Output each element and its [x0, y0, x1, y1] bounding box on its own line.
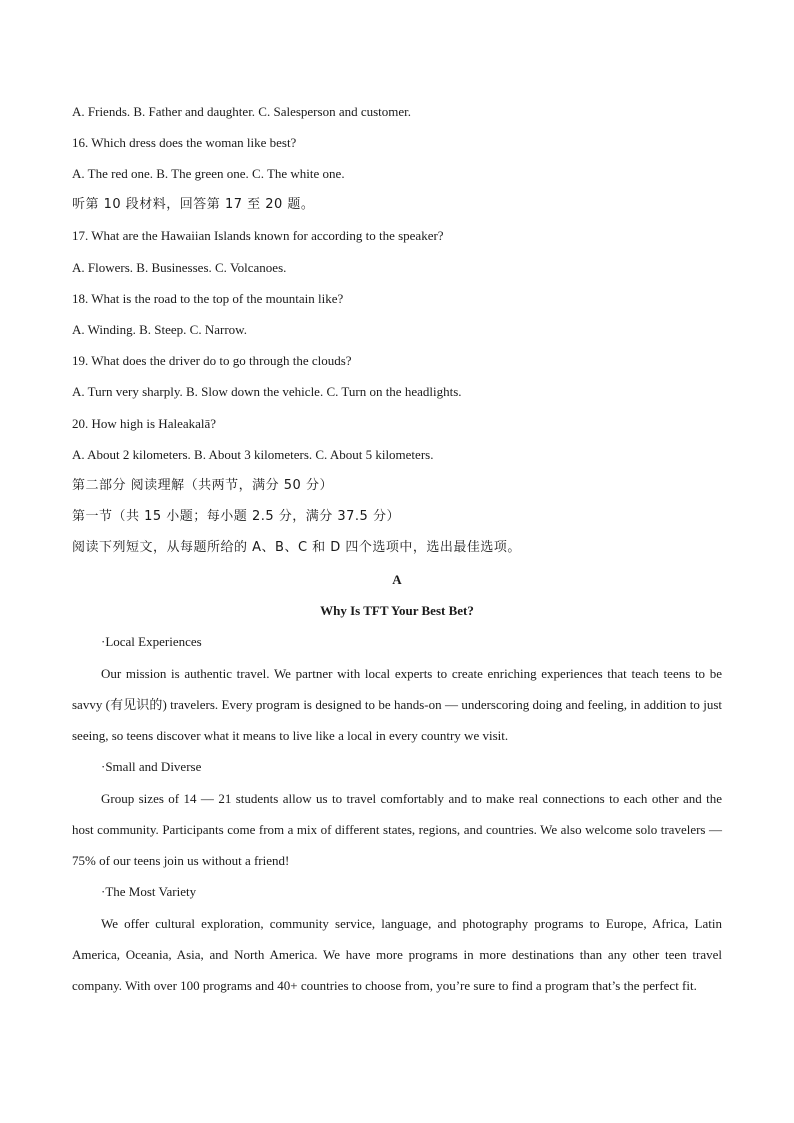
section-body-small-and-diverse: Group sizes of 14 — 21 students allow us to travel comfortably and to make real connections to each other and the host community. Participants come from a mix of different states, regions, and countries. We also welcome solo travelers — 75% of our teens join us without a friend!: [72, 791, 722, 868]
question-19-options: A. Turn very sharply. B. Slow down the vehicle. C. Turn on the headlights.: [72, 384, 462, 399]
passage-letter: A: [392, 572, 402, 587]
section-heading-local-experiences: ·Local Experiences: [101, 634, 202, 649]
reading-instruction: 阅读下列短文，从每题所给的 A、B、C 和 D 四个选项中，选出最佳选项。: [72, 540, 521, 555]
section-10-instruction: 听第 10 段材料，回答第 17 至 20 题。: [72, 197, 315, 212]
question-15-options: A. Friends. B. Father and daughter. C. Salesperson and customer.: [72, 104, 412, 119]
question-18: 18. What is the road to the top of the mountain like?: [72, 291, 344, 306]
question-16: 16. Which dress does the woman like best?: [72, 135, 297, 150]
question-16-options: A. The red one. B. The green one. C. The white one.: [72, 166, 345, 181]
question-19: 19. What does the driver do to go through the clouds?: [72, 353, 352, 368]
section-heading-most-variety: ·The Most Variety: [101, 884, 197, 899]
question-17-options: A. Flowers. B. Businesses. C. Volcanoes.: [72, 260, 287, 275]
question-17: 17. What are the Hawaiian Islands known for according to the speaker?: [72, 228, 444, 243]
question-20: 20. How high is Haleakalā?: [72, 416, 217, 431]
section-heading-small-and-diverse: ·Small and Diverse: [101, 759, 202, 774]
reading-part-title: 第二部分 阅读理解（共两节，满分 50 分）: [72, 478, 333, 493]
section-body-local-experiences: Our mission is authentic travel. We partner with local experts to create enriching experiences that teach teens to be savvy (有见识的) travelers. Every program is designed to be hands-on — underscoring doing and feeling, in addition to just seeing, so teens discover what it means to live like a local in every country we visit.: [72, 666, 722, 743]
section-body-most-variety: We offer cultural exploration, community service, language, and photography programs to Europe, Africa, Latin America, Oceania, Asia, and North America. We have more programs in more destinations than any other teen travel company. With over 100 programs and 40+ countries to choose from, you’re sure to find a program that’s the perfect fit.: [72, 916, 722, 993]
question-20-options: A. About 2 kilometers. B. About 3 kilometers. C. About 5 kilometers.: [72, 447, 434, 462]
question-18-options: A. Winding. B. Steep. C. Narrow.: [72, 322, 247, 337]
passage-title: Why Is TFT Your Best Bet?: [320, 603, 474, 618]
reading-section-title: 第一节（共 15 小题；每小题 2.5 分，满分 37.5 分）: [72, 509, 400, 524]
